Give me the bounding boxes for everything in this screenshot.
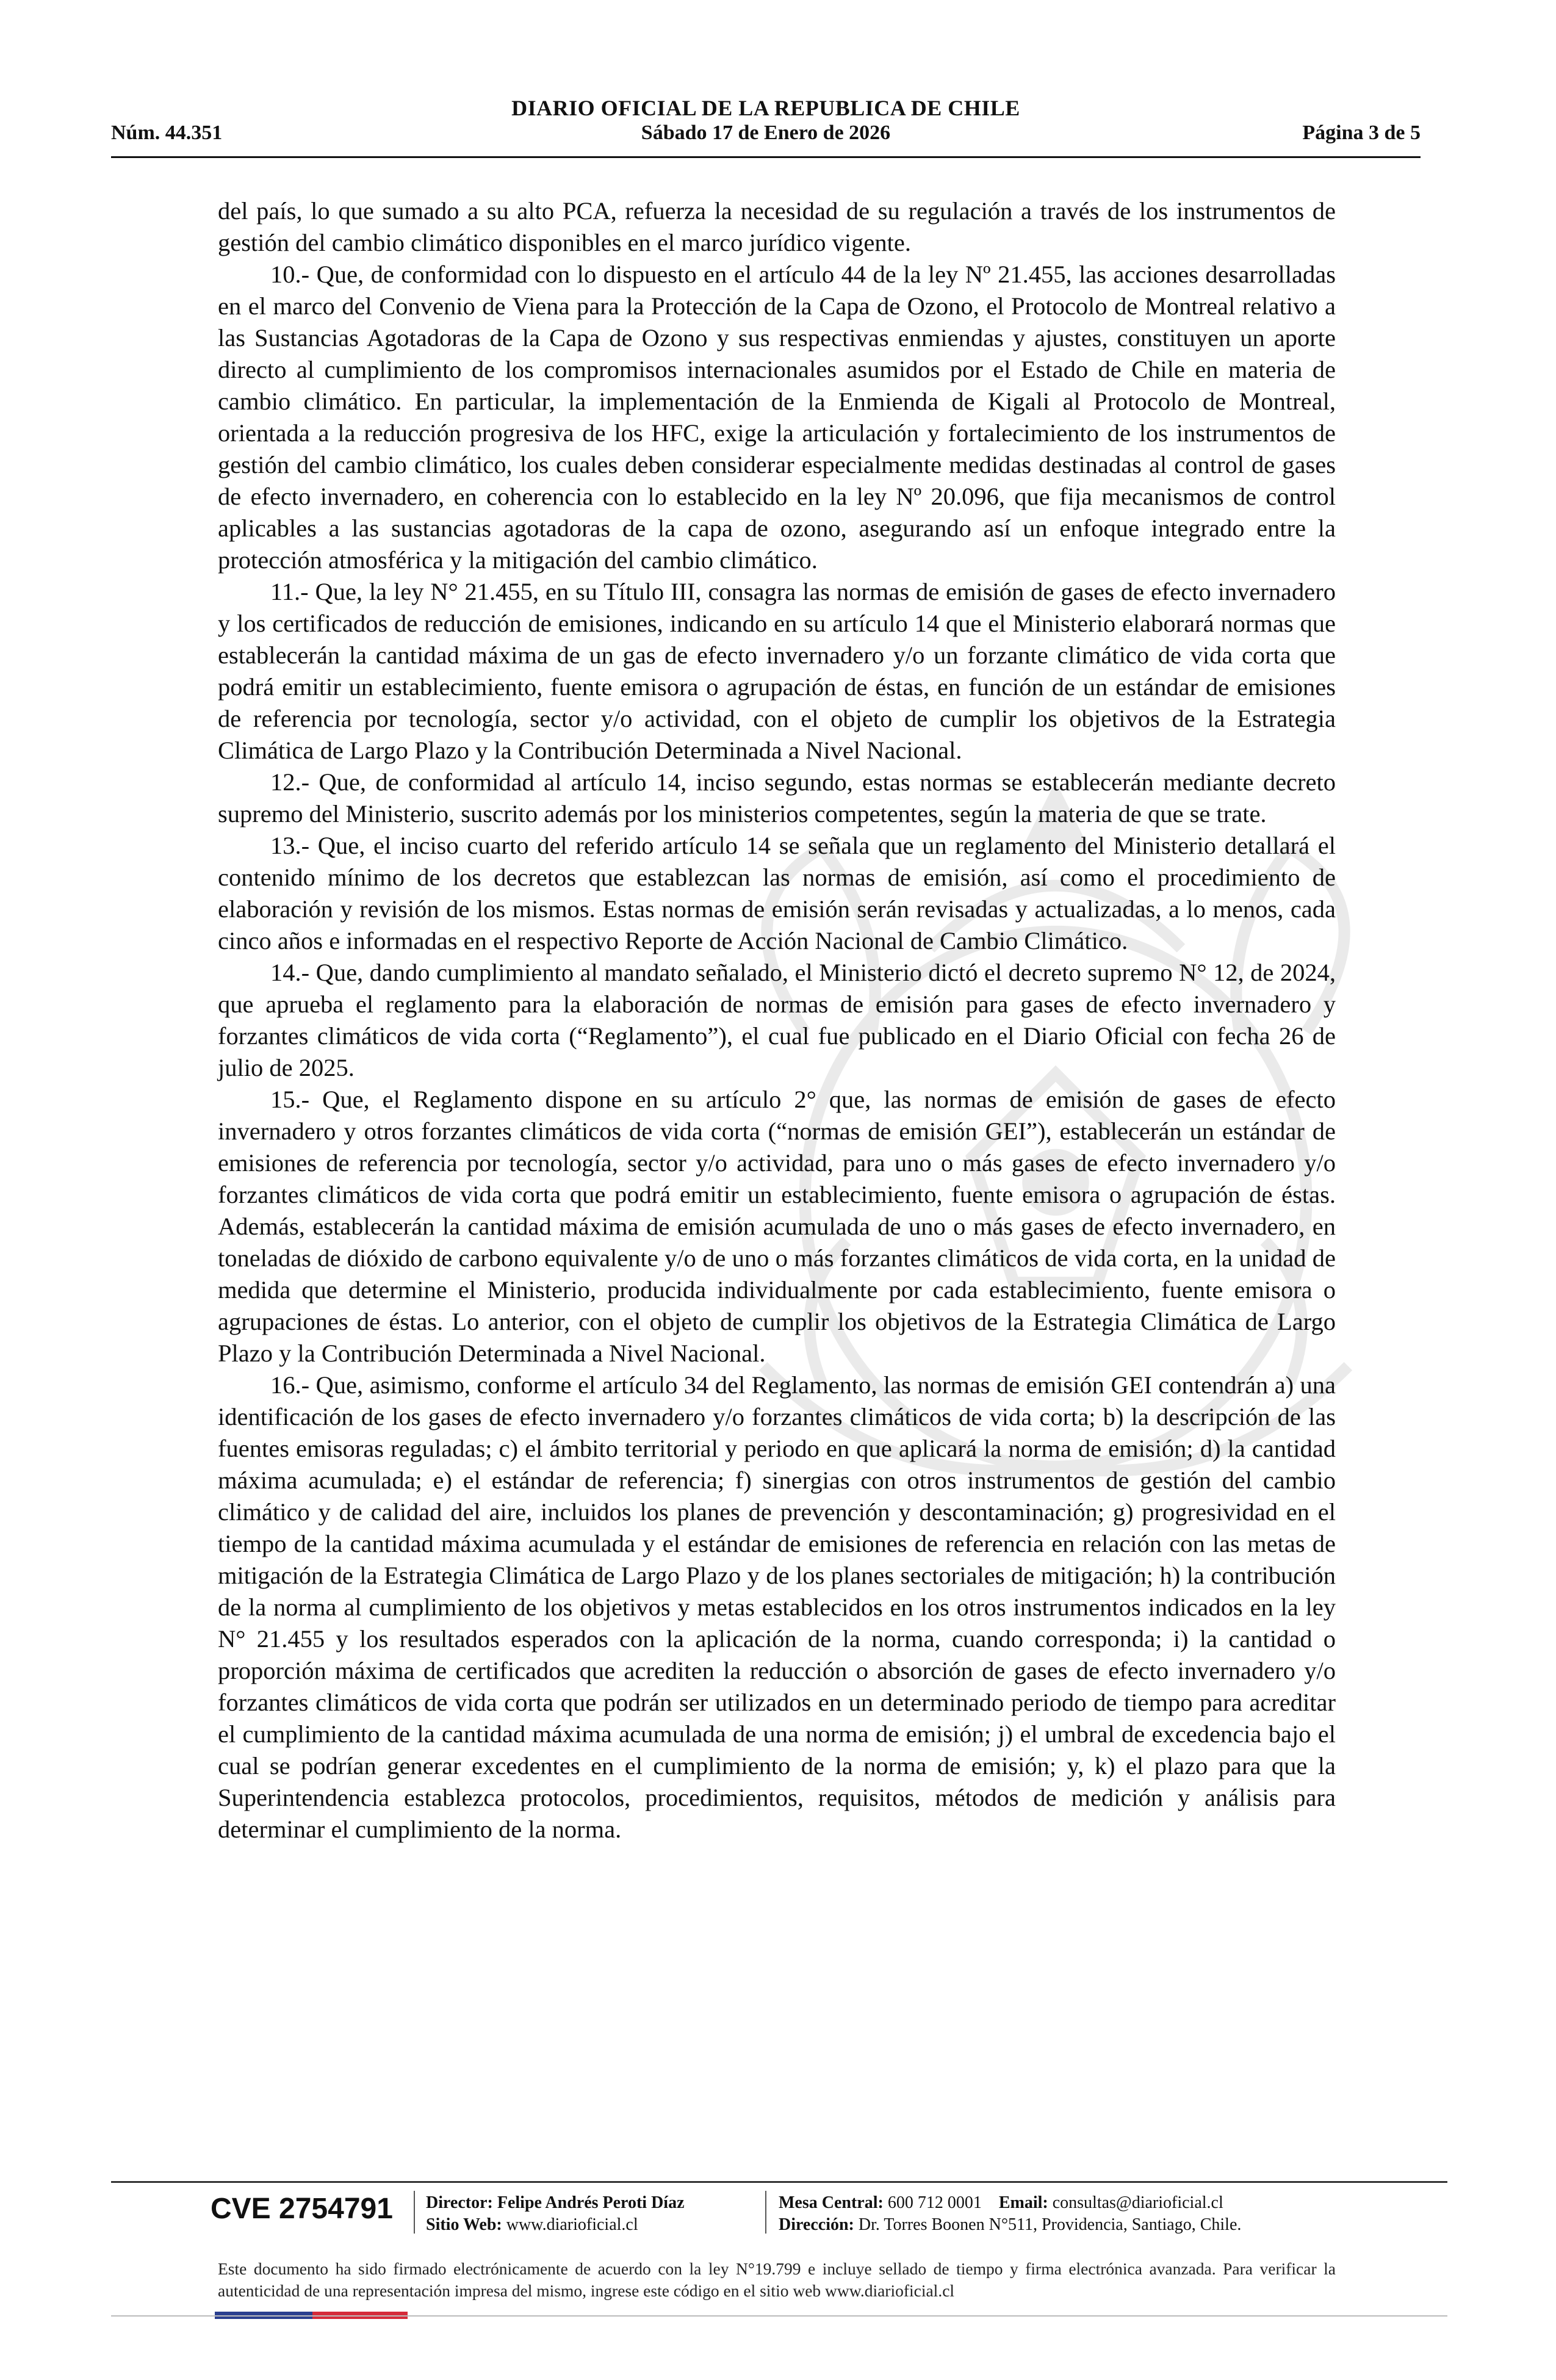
page-header (111, 93, 1421, 154)
issue-number: Núm. 44.351 (111, 121, 223, 144)
address-value: Dr. Torres Boonen N°511, Providencia, Santiago, Chile. (858, 2215, 1242, 2234)
page-indicator: Página 3 de 5 (1302, 121, 1421, 144)
footer-divider (111, 2181, 1447, 2183)
website-link[interactable]: www.diarioficial.cl (506, 2215, 638, 2234)
footer-contact-block (779, 2192, 1241, 2236)
email-label: Email: (998, 2193, 1048, 2212)
document-body (218, 195, 1336, 1845)
paragraph-15: 15.- Que, el Reglamento dispone en su artículo 2° que, las normas de emisión de gases de efecto invernadero y otros forzantes climáticos de vida corta (“normas de emisión GEI”), establecerán un estándar de emisiones de referencia por tecnología, sector y/o actividad, para uno o más gases de efecto invernadero y/o forzantes climáticos de vida corta que podrá emitir un establecimiento, fuente emisora o agrupación de éstas. Además, establecerán la cantidad máxima de emisión acumulada de uno o más gases de efecto invernadero, en toneladas de dióxido de carbono equivalente y/o de uno o más forzantes climáticos de vida corta, en la unidad de medida que determine el Ministerio, producida individualmente por cada establecimiento, fuente emisora o agrupaciones de éstas. Lo anterior, con el objeto de cumplir los objetivos de la Estrategia Climática de Largo Plazo y la Contribución Determinada a Nivel Nacional. (218, 1086, 1336, 1367)
website-label: Sitio Web: (426, 2215, 502, 2234)
header-divider (111, 156, 1421, 158)
footer-separator (765, 2191, 766, 2234)
footer-separator (414, 2191, 415, 2234)
email-link[interactable]: consultas@diarioficial.cl (1052, 2193, 1223, 2212)
mesa-phone: 600 712 0001 (887, 2193, 982, 2212)
mesa-label: Mesa Central: (779, 2193, 884, 2212)
paragraph-12: 12.- Que, de conformidad al artículo 14, inciso segundo, estas normas se establecerán mediante decreto supremo del Ministerio, suscrito además por los ministerios competentes, según la materia de que se trate. (218, 768, 1336, 828)
cve-code: CVE 2754791 (211, 2193, 393, 2225)
publication-title: DIARIO OFICIAL DE LA REPUBLICA DE CHILE (511, 96, 1020, 120)
director-label: Director: (426, 2193, 493, 2212)
paragraph-13: 13.- Que, el inciso cuarto del referido artículo 14 se señala que un reglamento del Ministerio detallará el contenido mínimo de los decretos que establezcan las normas de emisión, así como el procedimiento de elaboración y revisión de los mismos. Estas normas de emisión serán revisadas y actualizadas, a lo menos, cada cinco años e informadas en el respectivo Reporte de Acción Nacional de Cambio Climático. (218, 832, 1336, 954)
paragraph-14: 14.- Que, dando cumplimiento al mandato señalado, el Ministerio dictó el decreto supremo N° 12, de 2024, que aprueba el reglamento para la elaboración de normas de emisión para gases de efecto invernadero y forzantes climáticos de vida corta (“Reglamento”), el cual fue publicado en el Diario Oficial con fecha 26 de julio de 2025. (218, 959, 1336, 1081)
paragraph-11: 11.- Que, la ley N° 21.455, en su Título III, consagra las normas de emisión de gases de efecto invernadero y los certificados de reducción de emisiones, indicando en su artículo 14 que el Ministerio elaborará normas que establecerán la cantidad máxima de un gas de efecto invernadero y/o un forzante climático de vida corta que podrá emitir un establecimiento, fuente emisora o agrupación de éstas, en función de un estándar de emisiones de referencia por tecnología, sector y/o actividad, con el objeto de cumplir los objetivos de la Estrategia Climática de Largo Plazo y la Contribución Determinada a Nivel Nacional. (218, 578, 1336, 764)
footer-bottom-rule (111, 2315, 1447, 2317)
paragraph-10: 10.- Que, de conformidad con lo dispuesto en el artículo 44 de la ley Nº 21.455, las acciones desarrolladas en el marco del Convenio de Viena para la Protección de la Capa de Ozono, el Protocolo de Montreal relativo a las Sustancias Agotadoras de la Capa de Ozono y sus respectivas enmiendas y ajustes, constituyen un aporte directo al cumplimiento de los compromisos internacionales asumidos por el Estado de Chile en materia de cambio climático. En particular, la implementación de la Enmienda de Kigali al Protocolo de Montreal, orientada a la reducción progresiva de los HFC, exige la articulación y fortalecimiento de los instrumentos de gestión del cambio climático, los cuales deben considerar especialmente medidas destinadas al control de gases de efecto invernadero, en coherencia con lo establecido en la ley Nº 20.096, que fija mecanismos de control aplicables a las sustancias agotadoras de la capa de ozono, asegurando así un enfoque integrado entre la protección atmosférica y la mitigación del cambio climático. (218, 261, 1336, 574)
paragraph-16: 16.- Que, asimismo, conforme el artículo 34 del Reglamento, las normas de emisión GEI contendrán a) una identificación de los gases de efecto invernadero y/o forzantes climáticos de vida corta; b) la descripción de las fuentes emisoras reguladas; c) el ámbito territorial y periodo en que aplicará la norma de emisión; d) la cantidad máxima acumulada; e) el estándar de referencia; f) sinergias con otros instrumentos de gestión del cambio climático y de calidad del aire, incluidos los planes de prevención y descontaminación; g) progresividad en el tiempo de la cantidad máxima acumulada y el estándar de emisiones de referencia en relación con las metas de mitigación de la Estrategia Climática de Largo Plazo y de los planes sectoriales de mitigación; h) la contribución de la norma al cumplimiento de los objetivos y metas establecidos en los otros instrumentos indicados en la ley N° 21.455 y los resultados esperados con la aplicación de la norma, cuando corresponda; i) la cantidad o proporción máxima de certificados que acrediten la reducción o absorción de gases de efecto invernadero y/o forzantes climáticos de vida corta que podrán ser utilizados en un determinado periodo de tiempo para acreditar el cumplimiento de la cantidad máxima acumulada de una norma de emisión; j) el umbral de excedencia bajo el cual se podrían generar excedentes en el cumplimiento de la norma de emisión; y, k) el plazo para que la Superintendencia establezca protocolos, procedimientos, requisitos, métodos de medición y análisis para determinar el cumplimiento de la norma. (218, 1371, 1336, 1843)
issue-date: Sábado 17 de Enero de 2026 (641, 121, 891, 144)
address-label: Dirección: (779, 2215, 854, 2234)
footer-director-block (426, 2192, 685, 2236)
paragraph-continuation: del país, lo que sumado a su alto PCA, refuerza la necesidad de su regulación a través de los instrumentos de gestión del cambio climático disponibles en el marco jurídico vigente. (218, 197, 1336, 256)
signature-notice: Este documento ha sido firmado electrónicamente de acuerdo con la ley N°19.799 e incluye sellado de tiempo y firma electrónica avanzada. Para verificar la autenticidad de una representación impresa del mismo, ingrese este código en el sitio web www.diarioficial.cl (218, 2259, 1336, 2300)
director-name: Felipe Andrés Peroti Díaz (497, 2193, 685, 2212)
